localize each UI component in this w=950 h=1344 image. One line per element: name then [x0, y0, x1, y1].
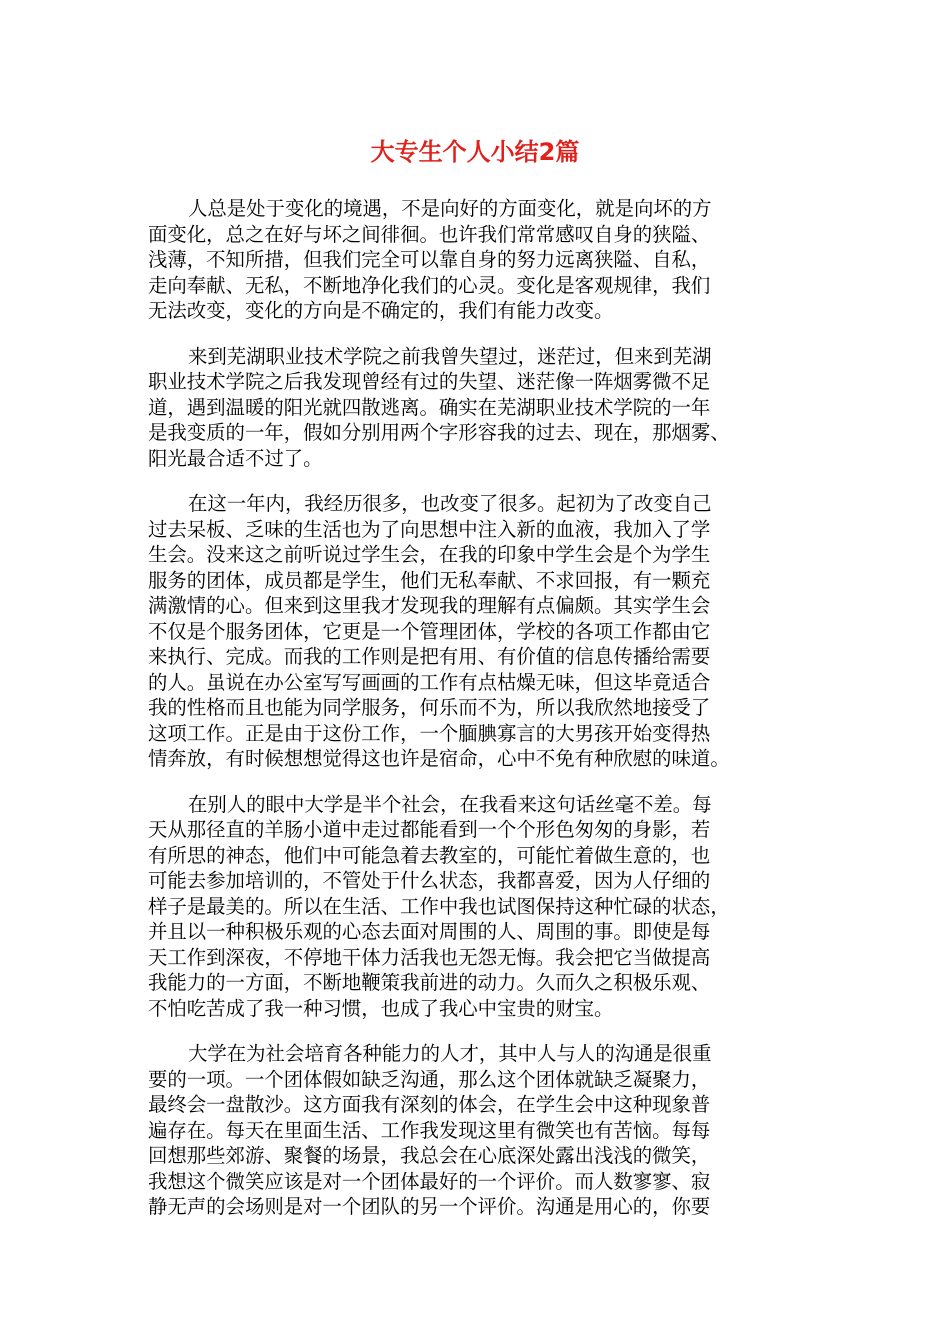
body-paragraph — [148, 792, 808, 1022]
paragraph-line: 浅薄，不知所措，但我们完全可以靠自身的努力远离狭隘、自私， — [148, 248, 711, 271]
paragraph-line: 来执行、完成。而我的工作则是把有用、有价值的信息传播给需要 — [148, 645, 711, 668]
paragraph-line: 人总是处于变化的境遇，不是向好的方面变化，就是向坏的方 — [188, 197, 712, 220]
paragraph-line: 生会。没来这之前听说过学生会，在我的印象中学生会是个为学生 — [148, 543, 711, 566]
paragraph-line: 过去呆板、乏味的生活也为了向思想中注入新的血液，我加入了学 — [148, 517, 711, 541]
paragraph-line: 走向奉献、无私，不断地净化我们的心灵。变化是客观规律，我们 — [148, 273, 711, 297]
paragraph-line: 道，遇到温暖的阳光就四散逃离。确实在芜湖职业技术学院的一年 — [148, 395, 711, 419]
paragraph-line: 天工作到深夜，不停地干体力活我也无怨无悔。我会把它当做提高 — [148, 945, 711, 969]
paragraph-line: 阳光最合适不过了。 — [148, 446, 323, 470]
document-body — [148, 196, 808, 1240]
paragraph-line: 大学在为社会培育各种能力的人才，其中人与人的沟通是很重 — [188, 1042, 712, 1065]
paragraph-line: 我的性格而且也能为同学服务，何乐而不为，所以我欣然地接受了 — [148, 696, 711, 719]
paragraph-line: 我能力的一方面，不断地鞭策我前进的动力。久而久之积极乐观、 — [148, 971, 711, 994]
paragraph-line: 可能去参加培训的，不管处于什么状态，我都喜爱，因为人仔细的 — [148, 869, 711, 892]
paragraph-line: 无法改变，变化的方向是不确定的，我们有能力改变。 — [148, 299, 614, 322]
body-paragraph — [148, 1041, 808, 1220]
paragraph-line: 天从那径直的羊肠小道中走过都能看到一个个形色匆匆的身影，若 — [148, 818, 711, 841]
paragraph-line: 静无声的会场则是对一个团队的另一个评价。沟通是用心的，你要 — [148, 1195, 711, 1218]
paragraph-line: 并且以一种积极乐观的心态去面对周围的人、周围的事。即使是每 — [148, 920, 711, 943]
paragraph-line: 是我变质的一年，假如分别用两个字形容我的过去、现在，那烟雾、 — [148, 421, 730, 444]
paragraph-line: 来到芜湖职业技术学院之前我曾失望过，迷茫过，但来到芜湖 — [188, 344, 712, 368]
document-title: 大专生个人小结2篇 — [370, 138, 580, 166]
paragraph-line: 面变化，总之在好与坏之间徘徊。也许我们常常感叹自身的狭隘、 — [148, 222, 711, 246]
paragraph-line: 的人。虽说在办公室写写画画的工作有点枯燥无味，但这毕竟适合 — [148, 670, 711, 694]
paragraph-line: 服务的团体，成员都是学生，他们无私奉献、不求回报，有一颗充 — [148, 568, 711, 592]
paragraph-line: 遍存在。每天在里面生活、工作我发现这里有微笑也有苦恼。每每 — [148, 1118, 711, 1142]
paragraph-line: 我想这个微笑应该是对一个团体最好的一个评价。而人数寥寥、寂 — [148, 1169, 711, 1193]
paragraph-line: 在别人的眼中大学是半个社会，在我看来这句话丝毫不差。每 — [188, 792, 712, 816]
paragraph-line: 这项工作。正是由于这份工作，一个腼腆寡言的大男孩开始变得热 — [148, 721, 711, 745]
paragraph-line: 情奔放，有时候想想觉得这也许是宿命，心中不免有种欣慰的味道。 — [148, 747, 730, 770]
paragraph-line: 职业技术学院之后我发现曾经有过的失望、迷茫像一阵烟雾微不足 — [148, 370, 711, 393]
body-paragraph — [148, 491, 808, 772]
paragraph-line: 最终会一盘散沙。这方面我有深刻的体会，在学生会中这种现象普 — [148, 1093, 711, 1116]
paragraph-line: 回想那些郊游、聚餐的场景，我总会在心底深处露出浅浅的微笑， — [148, 1144, 711, 1167]
body-paragraph — [148, 344, 808, 472]
paragraph-line: 样子是最美的。所以在生活、工作中我也试图保持这种忙碌的状态， — [148, 894, 730, 918]
paragraph-line: 在这一年内，我经历很多，也改变了很多。起初为了改变自己 — [188, 492, 712, 515]
body-paragraph — [148, 196, 808, 324]
paragraph-line: 不怕吃苦成了我一种习惯，也成了我心中宝贵的财宝。 — [148, 996, 614, 1020]
paragraph-line: 满激情的心。但来到这里我才发现我的理解有点偏颇。其实学生会 — [148, 594, 711, 617]
paragraph-line: 要的一项。一个团体假如缺乏沟通，那么这个团体就缺乏凝聚力， — [148, 1067, 711, 1091]
paragraph-line: 有所思的神态，他们中可能急着去教室的，可能忙着做生意的，也 — [148, 843, 711, 867]
paragraph-line: 不仅是个服务团体，它更是一个管理团体，学校的各项工作都由它 — [148, 619, 711, 643]
